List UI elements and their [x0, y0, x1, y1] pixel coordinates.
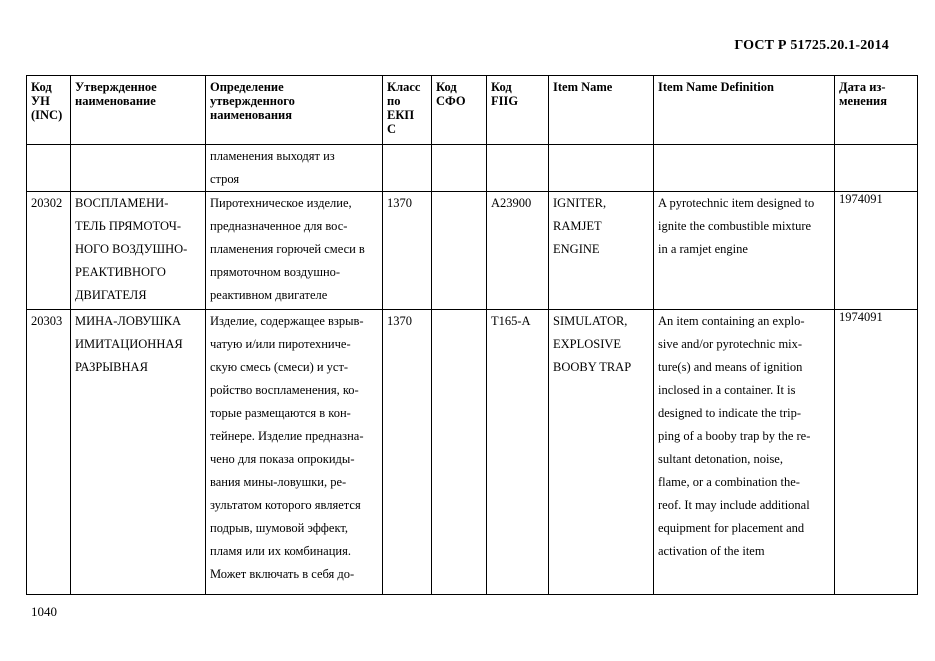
- cell-code: 20303: [27, 310, 71, 595]
- nomenclature-table: [26, 75, 918, 595]
- header-item-name-definition: Item Name Definition: [654, 76, 835, 145]
- cell-fiig: [487, 145, 549, 192]
- table-row-continuation: [27, 145, 918, 192]
- cell-item-name: IGNITER, RAMJET ENGINE: [549, 192, 654, 310]
- table-row: [27, 310, 918, 595]
- table-header-row: [27, 76, 918, 145]
- header-code-un: Код УН (INC): [27, 76, 71, 145]
- cell-item-definition: An item containing an explo- sive and/or pyrotechnic mix- ture(s) and means of ignition inclosed in a container. It is designed to indicate the trip- ping of a booby trap by the re- sultant detonation, noise, flame, or a combination the- reof. It may include additional equipment for placement and activation of the item: [654, 310, 835, 595]
- cell-item-definition: A pyrotechnic item designed to ignite the combustible mixture in a ramjet engine: [654, 192, 835, 310]
- cell-class: 1370: [383, 192, 432, 310]
- cell-name: МИНА-ЛОВУШКА ИМИТАЦИОННАЯ РАЗРЫВНАЯ: [71, 310, 206, 595]
- header-class-ekps: Класс по ЕКП С: [383, 76, 432, 145]
- cell-definition: пламенения выходят из строя: [206, 145, 383, 192]
- cell-item-name: SIMULATOR, EXPLOSIVE BOOBY TRAP: [549, 310, 654, 595]
- cell-date: [835, 145, 918, 192]
- header-change-date: Дата из- менения: [835, 76, 918, 145]
- cell-date: 1974091: [835, 192, 918, 310]
- cell-sfo: [432, 145, 487, 192]
- header-item-name: Item Name: [549, 76, 654, 145]
- header-code-sfo: Код СФО: [432, 76, 487, 145]
- page-number: 1040: [31, 604, 57, 619]
- document-standard-header: ГОСТ Р 51725.20.1-2014: [734, 38, 889, 53]
- cell-name: ВОСПЛАМЕНИ- ТЕЛЬ ПРЯМОТОЧ- НОГО ВОЗДУШНО- РЕАКТИВНОГО ДВИГАТЕЛЯ: [71, 192, 206, 310]
- cell-fiig: A23900: [487, 192, 549, 310]
- cell-class: [383, 145, 432, 192]
- cell-code: 20302: [27, 192, 71, 310]
- cell-definition: Пиротехническое изделие, предназначенное для вос- пламенения горючей смеси в прямоточном воздушно- реактивном двигателе: [206, 192, 383, 310]
- cell-name: [71, 145, 206, 192]
- cell-definition: Изделие, содержащее взрыв- чатую и/или пиротехниче- скую смесь (смеси) и уст- ройство воспламенения, ко- торые размещаются в кон- тейнере. Изделие предназна- чено для показа опрокиды- вания мины-ловушки, ре- зультатом которого является подрыв, шумовой эффект, пламя или их комбинация. Может включать в себя до-: [206, 310, 383, 595]
- cell-date: 1974091: [835, 310, 918, 595]
- cell-fiig: T165-A: [487, 310, 549, 595]
- header-code-fiig: Код FIIG: [487, 76, 549, 145]
- cell-sfo: [432, 192, 487, 310]
- cell-code: [27, 145, 71, 192]
- cell-class: 1370: [383, 310, 432, 595]
- cell-sfo: [432, 310, 487, 595]
- cell-item-name: [549, 145, 654, 192]
- header-approved-name: Утвержденное наименование: [71, 76, 206, 145]
- header-definition: Определение утвержденного наименования: [206, 76, 383, 145]
- table-row: [27, 192, 918, 310]
- cell-item-definition: [654, 145, 835, 192]
